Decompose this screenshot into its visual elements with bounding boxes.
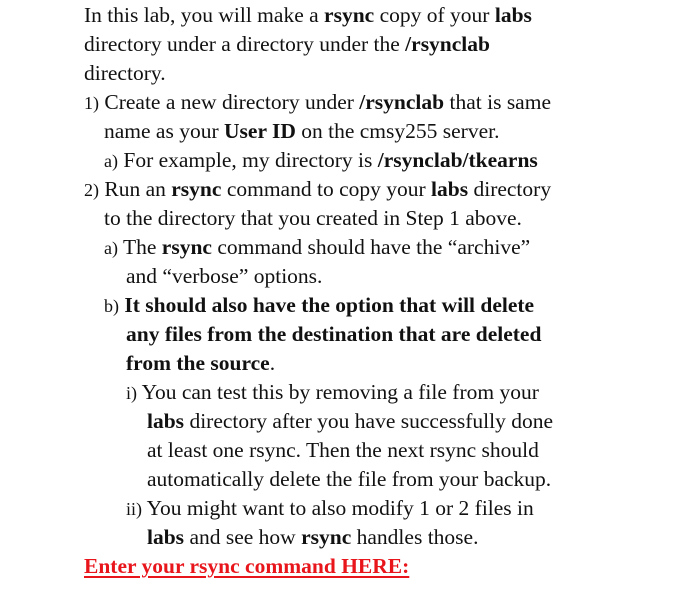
step-2b-line-3: from the source. bbox=[126, 351, 276, 375]
step-2b-i-marker: i) bbox=[126, 383, 137, 403]
enter-command-label: Enter your rsync command HERE: bbox=[84, 554, 410, 578]
intro-line-3: directory. bbox=[84, 61, 166, 85]
step-1a-line-1: a) For example, my directory is /rsynclab/tkearns bbox=[104, 148, 538, 172]
step-2a-line-2: and “verbose” options. bbox=[126, 264, 323, 288]
step-2b-ii-line-2: labs and see how rsync handles those. bbox=[147, 525, 479, 549]
step-2b-line-1: b) It should also have the option that will delete bbox=[104, 293, 535, 317]
step-2b-i-line-2: labs directory after you have successfully done bbox=[147, 409, 554, 433]
step-2b-line-2: any files from the destination that are deleted bbox=[126, 322, 542, 346]
intro-line-2: directory under a directory under the /rsynclab bbox=[84, 32, 490, 56]
enter-command-prompt bbox=[84, 552, 684, 581]
step-2b-ii-line-1: ii) You might want to also modify 1 or 2 files in bbox=[126, 496, 534, 520]
step-1-marker: 1) bbox=[84, 93, 99, 113]
step-2-line-1: 2) Run an rsync command to copy your labs directory bbox=[84, 177, 552, 201]
step-1a-marker: a) bbox=[104, 151, 118, 171]
step-1-line-2: name as your User ID on the cmsy255 server. bbox=[104, 119, 500, 143]
intro-line-1: In this lab, you will make a rsync copy of your labs bbox=[84, 3, 532, 27]
step-2-marker: 2) bbox=[84, 180, 99, 200]
step-2b-i-line-3: at least one rsync. Then the next rsync should bbox=[147, 438, 539, 462]
step-2-line-2: to the directory that you created in Step 1 above. bbox=[104, 206, 522, 230]
step-2b-i-line-4: automatically delete the file from your backup. bbox=[147, 467, 552, 491]
step-2b-ii-marker: ii) bbox=[126, 499, 142, 519]
step-2a-marker: a) bbox=[104, 238, 118, 258]
step-2a-line-1: a) The rsync command should have the “archive” bbox=[104, 235, 531, 259]
step-2b-i-line-1: i) You can test this by removing a file from your bbox=[126, 380, 539, 404]
step-2b-marker: b) bbox=[104, 296, 119, 316]
lab-instructions bbox=[84, 0, 684, 581]
step-1-line-1: 1) Create a new directory under /rsynclab that is same bbox=[84, 90, 551, 114]
